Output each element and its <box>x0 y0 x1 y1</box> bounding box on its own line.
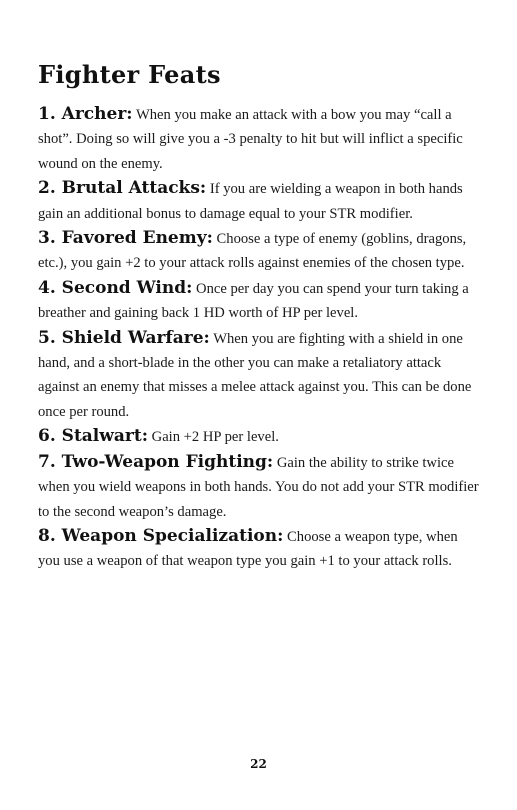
feat-item-second-wind <box>38 276 483 326</box>
feat-name: 1. Archer: <box>38 104 133 124</box>
feat-name: 4. Second Wind: <box>38 277 193 298</box>
feat-name: 6. Stalwart: <box>38 426 149 447</box>
feat-item-brutal-attacks <box>38 176 483 226</box>
feat-name: 2. Brutal Attacks: <box>38 178 207 199</box>
feat-name: 3. Favored Enemy: <box>38 228 213 249</box>
page-number: 22 <box>250 757 267 771</box>
feat-description: Choose a weapon type, when you use a weapon of that weapon type you gain +1 to your attack rolls. <box>38 528 458 570</box>
feat-list <box>38 102 483 574</box>
feat-description: When you make an attack with a bow you may “call a shot”. Doing so will give you a -3 penalty to hit but will inflict a specific wound on the enemy. <box>38 107 463 172</box>
feat-item-weapon-specialization <box>38 524 483 574</box>
feat-name: 8. Weapon Specialization: <box>38 525 284 546</box>
feat-item-favored-enemy <box>38 226 483 276</box>
feat-name: 7. Two-Weapon Fighting: <box>38 451 274 472</box>
feat-description: Gain the ability to strike twice when you wield weapons in both hands. You do not add your STR modifier to the second weapon’s damage. <box>38 454 479 520</box>
feat-item-shield-warfare <box>38 326 483 425</box>
feat-description: If you are wielding a weapon in both hands gain an additional bonus to damage equal to your STR modifier. <box>38 181 463 222</box>
feat-description: Once per day you can spend your turn taking a breather and gaining back 1 HD worth of HP per level. <box>38 280 469 322</box>
page-title: Fighter Feats <box>38 60 221 89</box>
feat-description: Choose a type of enemy (goblins, dragons, etc.), you gain +2 to your attack rolls against enemies of the chosen type. <box>38 231 467 272</box>
feat-description: When you are fighting with a shield in one hand, and a short-blade in the other you can make a retaliatory attack against an enemy that misses a melee attack against you. This can be done once per round. <box>38 330 472 420</box>
feat-name: 5. Shield Warfare: <box>38 327 210 348</box>
feat-item-stalwart <box>38 424 483 449</box>
feat-item-two-weapon-fighting <box>38 450 483 524</box>
feat-description: Gain +2 HP per level. <box>148 429 279 446</box>
feat-item-archer <box>38 102 483 176</box>
